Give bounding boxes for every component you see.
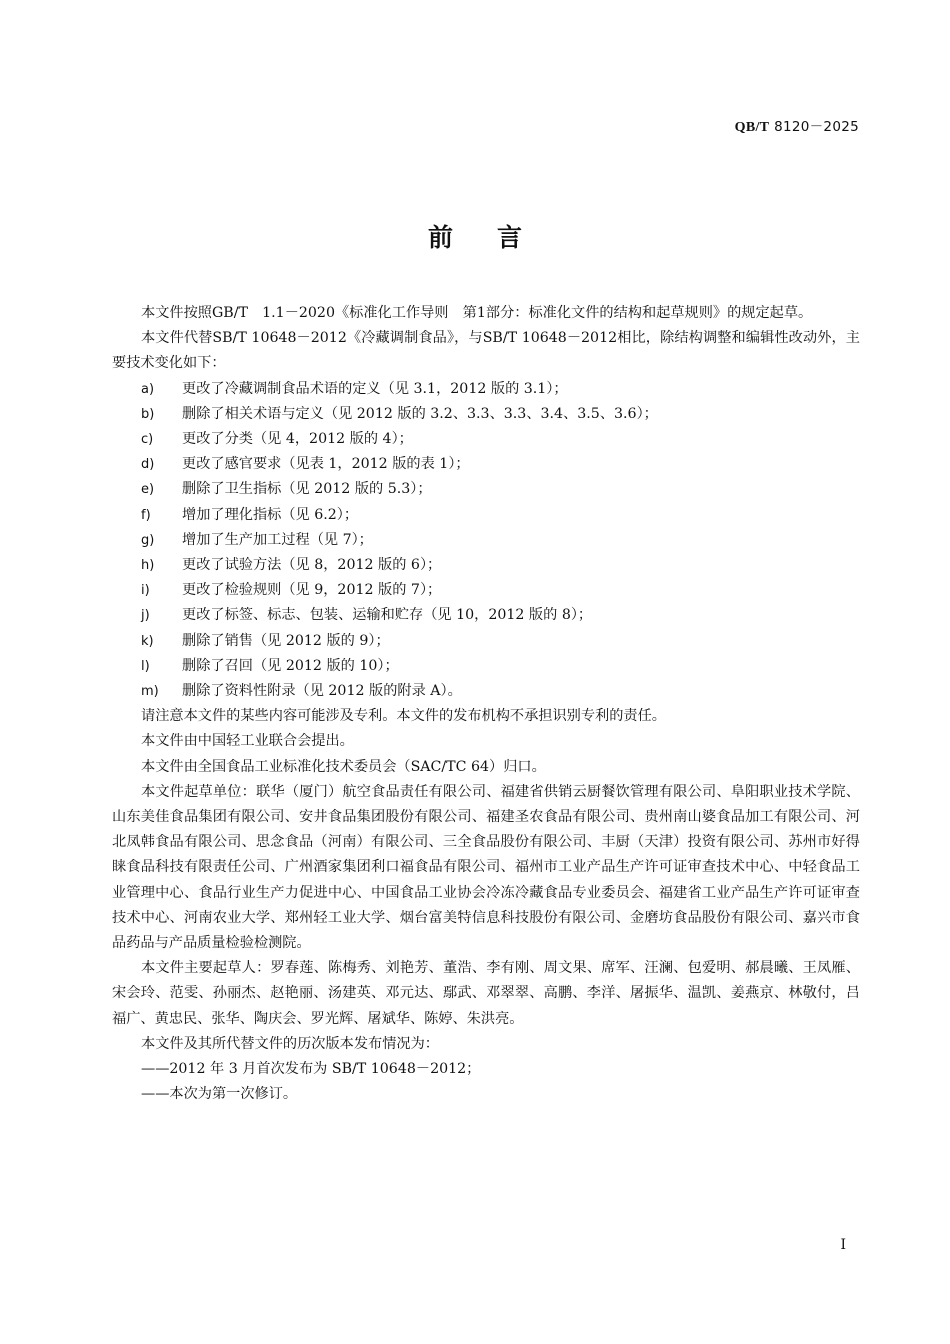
drafting-units: 本文件起草单位：联华（厦门）航空食品责任有限公司、福建省供销云厨餐饮管理有限公司、阜阳职业技术学院、山东美佳食品集团有限公司、安井食品集团股份有限公司、福建圣农食品有限公司、贵州南山婆食品加工有限公司、河北凤韩食品有限公司、思念食品（河南）有限公司、三全食品股份有限公司、丰厨（天津）投资有限公司、苏州市好得睐食品科技有限责任公司、广州酒家集团利口福食品有限公司、福州市工业产品生产许可证审查技术中心、中轻食品工业管理中心、食品行业生产力促进中心、中国食品工业协会冷冻冷藏食品专业委员会、福建省工业产品生产许可证审查技术中心、河南农业大学、郑州轻工业大学、烟台富美特信息科技股份有限公司、金磨坊食品股份有限公司、嘉兴市食品药品与产品质量检验检测院。 bbox=[112, 783, 860, 952]
page-title: 前言 bbox=[427, 223, 566, 252]
list-item-text: 更改了检验规则（见 9，2012 版的 7）； bbox=[182, 582, 442, 599]
proposer-statement: 本文件由中国轻工业联合会提出。 bbox=[141, 733, 354, 750]
list-item-mark: f) bbox=[141, 507, 151, 523]
list-item bbox=[112, 452, 860, 477]
page-number: I bbox=[840, 1237, 846, 1253]
changes-list bbox=[112, 377, 860, 705]
list-item-text: 更改了分类（见 4，2012 版的 4）； bbox=[182, 431, 413, 448]
list-item-mark: m) bbox=[141, 684, 159, 700]
list-item-mark: j) bbox=[141, 608, 150, 624]
list-item-mark: c) bbox=[141, 432, 154, 448]
list-item-text: 增加了理化指标（见 6.2）； bbox=[182, 506, 359, 523]
intro-paragraph-replacement: 本文件代替SB/T 10648－2012《冷藏调制食品》，与SB/T 10648－2012相比，除结构调整和编辑性改动外，主要技术变化如下： bbox=[112, 330, 860, 372]
list-item-mark: d) bbox=[141, 457, 155, 473]
list-item-text: 增加了生产加工过程（见 7）； bbox=[182, 531, 373, 548]
list-item bbox=[112, 679, 860, 704]
list-item-text: 删除了资料性附录（见 2012 版的附录 A）。 bbox=[182, 683, 462, 700]
history-item: ——2012 年 3 月首次发布为 SB/T 10648－2012； bbox=[141, 1061, 481, 1078]
list-item-text: 删除了召回（见 2012 版的 10）； bbox=[182, 657, 399, 674]
list-item bbox=[112, 427, 860, 452]
list-item-text: 删除了相关术语与定义（见 2012 版的 3.2、3.3、3.3、3.4、3.5、3.6）； bbox=[182, 405, 658, 422]
list-item-text: 更改了感官要求（见表 1，2012 版的表 1）； bbox=[182, 456, 470, 473]
list-item bbox=[112, 377, 860, 402]
history-item: ——本次为第一次修订。 bbox=[141, 1086, 298, 1103]
list-item-mark: k) bbox=[141, 633, 154, 649]
committee-statement: 本文件由全国食品工业标准化技术委员会（SAC/TC 64）归口。 bbox=[141, 758, 546, 775]
list-item-text: 删除了销售（见 2012 版的 9）； bbox=[182, 632, 390, 649]
history-intro: 本文件及其所代替文件的历次版本发布情况为： bbox=[141, 1035, 439, 1052]
drafters: 本文件主要起草人：罗春莲、陈梅秀、刘艳芳、董浩、李有刚、周文果、席军、汪澜、包爱明、郝晨曦、王凤雁、宋会玲、范雯、孙丽杰、赵艳丽、汤建英、邓元达、鄢武、邓翠翠、高鹏、李洋、屠振华、温凯、姜燕京、林敬付，吕福广、黄忠民、张华、陶庆会、罗光辉、屠斌华、陈婷、朱洪亮。 bbox=[112, 960, 860, 1027]
list-item bbox=[112, 477, 860, 502]
list-item bbox=[112, 503, 860, 528]
list-item bbox=[112, 654, 860, 679]
list-item-text: 更改了标签、标志、包装、运输和贮存（见 10，2012 版的 8）； bbox=[182, 607, 593, 624]
standard-code bbox=[735, 115, 859, 136]
list-item bbox=[112, 528, 860, 553]
list-item-mark: i) bbox=[141, 583, 150, 599]
list-item bbox=[112, 402, 860, 427]
list-item-text: 更改了冷藏调制食品术语的定义（见 3.1，2012 版的 3.1）； bbox=[182, 380, 568, 397]
list-item-mark: h) bbox=[141, 558, 155, 574]
list-item bbox=[112, 578, 860, 603]
list-item-text: 删除了卫生指标（见 2012 版的 5.3）； bbox=[182, 481, 432, 498]
list-item-mark: e) bbox=[141, 482, 155, 498]
foreword-body bbox=[112, 301, 860, 1108]
standard-code-prefix: QB/T bbox=[734, 120, 770, 135]
list-item bbox=[112, 603, 860, 628]
list-item-mark: l) bbox=[141, 658, 150, 674]
patent-notice: 请注意本文件的某些内容可能涉及专利。本文件的发布机构不承担识别专利的责任。 bbox=[141, 708, 666, 725]
intro-paragraph-drafting-rule: 本文件按照GB/T 1.1－2020《标准化工作导则 第1部分：标准化文件的结构和起草规则》的规定起草。 bbox=[141, 305, 813, 321]
list-item bbox=[112, 553, 860, 578]
list-item-text: 更改了试验方法（见 8，2012 版的 6）； bbox=[182, 557, 442, 574]
standard-code-number: 8120－2025 bbox=[774, 119, 859, 135]
list-item bbox=[112, 629, 860, 654]
list-item-mark: a) bbox=[141, 381, 155, 397]
list-item-mark: g) bbox=[141, 532, 155, 548]
list-item-mark: b) bbox=[141, 406, 155, 422]
